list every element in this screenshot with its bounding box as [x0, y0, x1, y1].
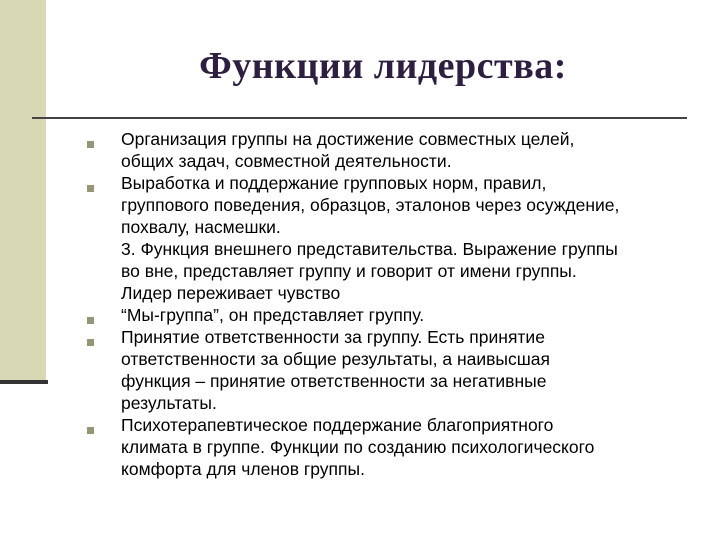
body-text-line: ответственности за общие результаты, а наивысшая	[121, 349, 550, 369]
square-bullet-icon	[87, 185, 94, 192]
square-bullet-icon	[87, 339, 94, 346]
body-text-line: во вне, представляет группу и говорит от имени группы.	[121, 261, 577, 281]
body-text-line: Психотерапевтическое поддержание благоприятного	[121, 415, 554, 435]
square-bullet-icon	[87, 427, 94, 434]
square-bullet-icon	[87, 317, 94, 324]
body-text-line: результаты.	[121, 393, 217, 413]
slide-title: Функции лидерства:	[199, 45, 567, 87]
body-text-line: комфорта для членов группы.	[121, 459, 365, 479]
body-text-line: группового поведения, образцов, эталонов через осуждение,	[121, 195, 620, 215]
body-text-line: Выработка и поддержание групповых норм, правил,	[121, 173, 547, 193]
body-text-line: общих задач, совместной деятельности.	[121, 151, 452, 171]
body-text-line: “Мы-группа”, он представляет группу.	[121, 305, 425, 325]
body-text-line: климата в группе. Функции по созданию психологического	[121, 437, 595, 457]
square-bullet-icon	[87, 141, 94, 148]
body-text-line: функция – принятие ответственности за негативные	[121, 371, 547, 391]
body-text-line: 3. Функция внешнего представительства. Выражение группы	[121, 239, 618, 259]
body-text-line: Принятие ответственности за группу. Есть принятие	[121, 327, 545, 347]
body-text-line: Организация группы на достижение совместных целей,	[121, 129, 575, 149]
body-text-line: Лидер переживает чувство	[121, 283, 341, 303]
body-text-line: похвалу, насмешки.	[121, 217, 281, 237]
